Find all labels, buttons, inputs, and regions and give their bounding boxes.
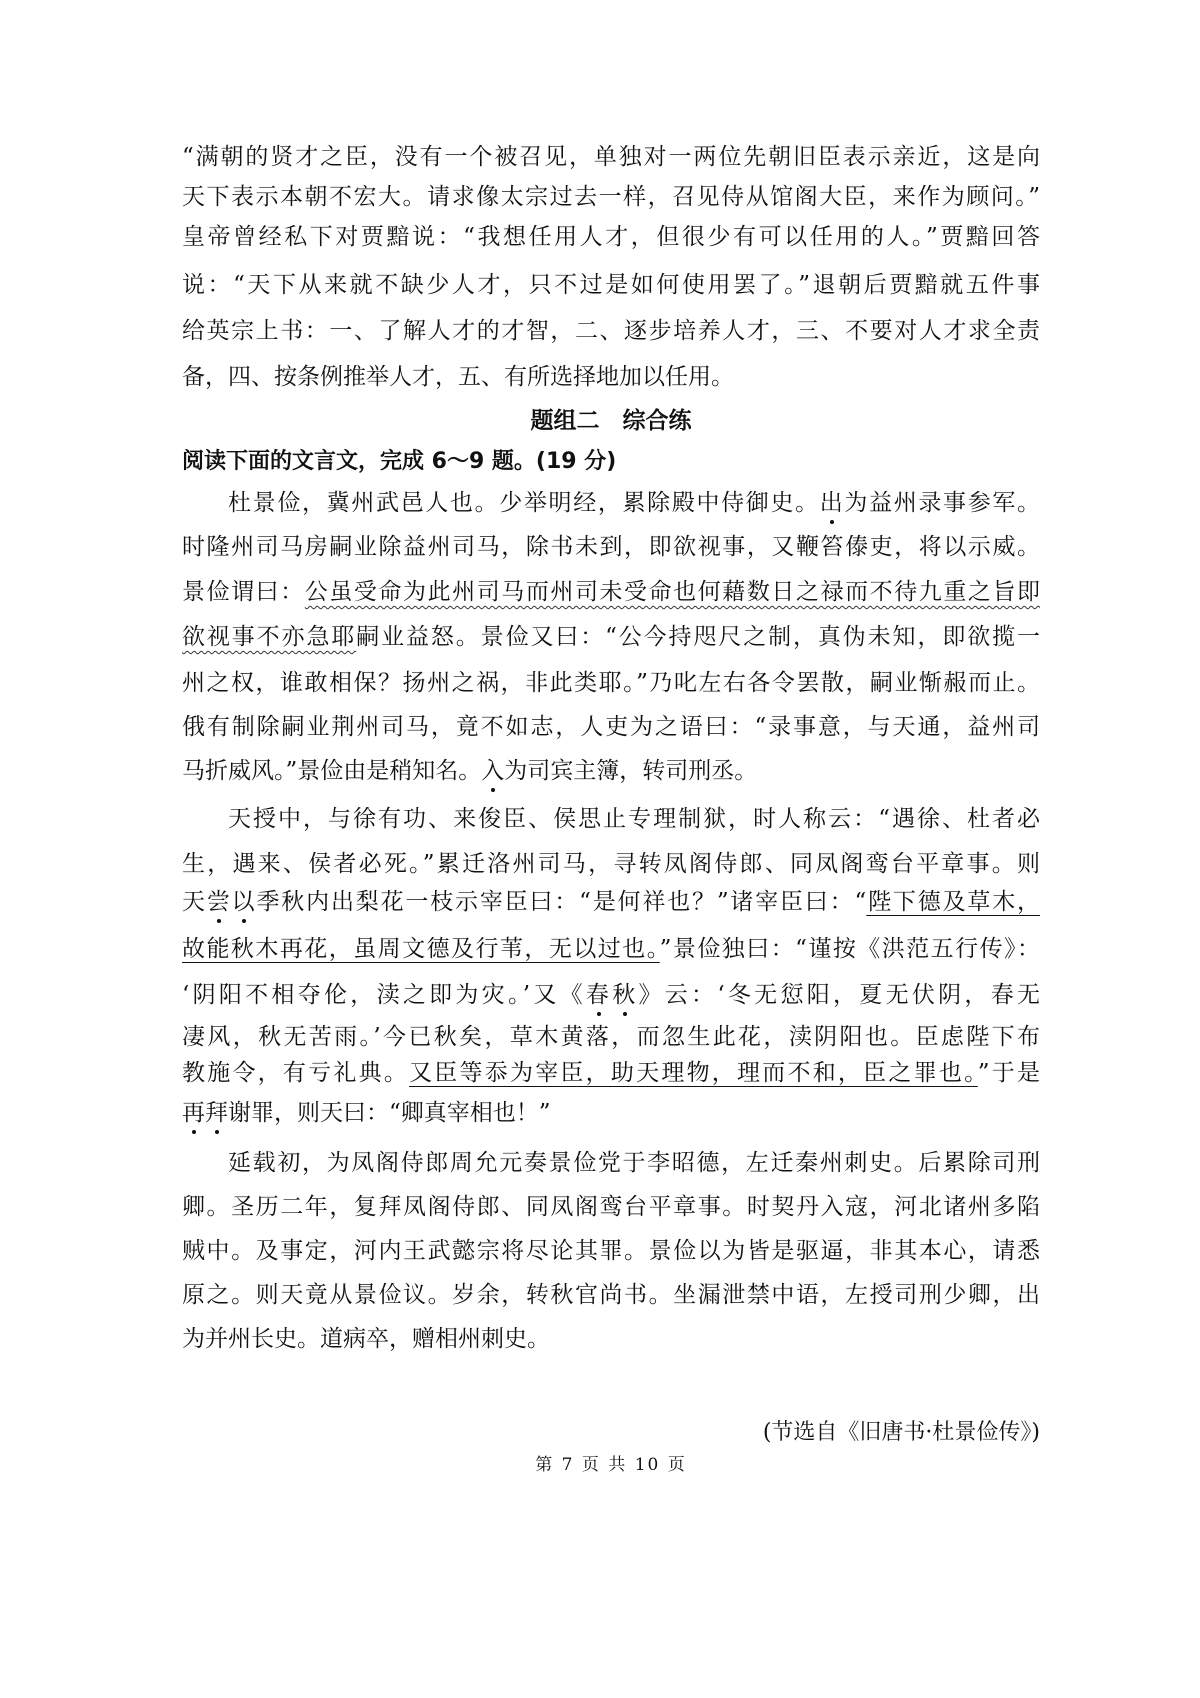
wavy-underlined-text: 公虽受命为此州司马而州司未受命也何藉数日之禄而不待九重之旨即 xyxy=(304,579,1041,605)
prev-passage-line: 给英宗上书：一、了解人才的才智，二、逐步培养人才，三、不要对人才求全责 xyxy=(182,318,1040,344)
underlined-text: 又臣等忝为宰臣，助天理物，理而不和，臣之罪也。 xyxy=(409,1060,978,1086)
p2-line-4: 故能秋木再花，虽周文德及行苇，无以过也。”景俭独曰：“谨按《洪范五行传》： xyxy=(182,936,1040,962)
p2-line-7: 教施令，有亏礼典。又臣等忝为宰臣，助天理物，理而不和，臣之罪也。”于是 xyxy=(182,1060,1041,1086)
p2-line-3: 天尝以季秋内出梨花一枝示宰臣曰：“是何祥也？”诸宰臣曰：“陛下德及草木， xyxy=(182,889,1041,915)
emphasis-dot-char: 尝 xyxy=(206,889,232,915)
source-citation: (节选自《旧唐书·杜景俭传》) xyxy=(762,1420,1040,1445)
prev-passage-line: 皇帝曾经私下对贾黯说：“我想任用人才，但很少有可以任用的人。”贾黯回答 xyxy=(182,224,1040,250)
p1-line-4: 欲视事不亦急耶嗣业益怒。景俭又曰：“公今持咫尺之制，真伪未知，即欲揽一 xyxy=(182,624,1041,650)
p1-line-1: 杜景俭，冀州武邑人也。少举明经，累除殿中侍御史。出为益州录事参军。 xyxy=(228,490,1040,516)
p3-line-3: 贼中。及事定，河内王武懿宗将尽论其罪。景俭以为皆是驱逼，非其本心，请悉 xyxy=(182,1238,1040,1264)
p1-line-6: 俄有制除嗣业荆州司马，竟不如志，人吏为之语曰：“录事意，与天通，益州司 xyxy=(182,714,1040,740)
document-page xyxy=(182,0,1040,1698)
p1-line-7: 马折威风。”景俭由是稍知名。入为司宾主簿，转司刑丞。 xyxy=(182,758,758,784)
p3-line-4: 原之。则天竟从景俭议。岁余，转秋官尚书。坐漏泄禁中语，左授司刑少卿，出 xyxy=(182,1282,1040,1308)
prev-passage-line: “满朝的贤才之臣，没有一个被召见，单独对一两位先朝旧臣表示亲近，这是向 xyxy=(182,144,1040,170)
p2-line-2: 生，遇来、侯者必死。”累迁洛州司马，寻转凤阁侍郎、同凤阁鸾台平章事。则 xyxy=(182,851,1040,877)
question-instruction: 阅读下面的文言文，完成 6～9 题。(19 分) xyxy=(182,449,617,474)
emphasis-dot-char: 拜 xyxy=(205,1100,228,1126)
emphasis-dot-char: 出 xyxy=(819,490,845,516)
emphasis-dot-char: 春 xyxy=(585,982,613,1008)
prev-passage-line: 天下表示本朝不宏大。请求像太宗过去一样，召见侍从馆阁大臣，来作为顾问。” xyxy=(182,184,1040,210)
emphasis-dot-char: 秋 xyxy=(612,982,639,1008)
p3-line-2: 卿。圣历二年，复拜凤阁侍郎、同凤阁鸾台平章事。时契丹入寇，河北诸州多陷 xyxy=(182,1194,1040,1220)
p2-line-8: 再拜谢罪，则天曰：“卿真宰相也！” xyxy=(182,1100,551,1126)
wavy-underlined-text: 欲视事不亦急耶 xyxy=(182,624,357,650)
p1-line-3: 景俭谓曰：公虽受命为此州司马而州司未受命也何藉数日之禄而不待九重之旨即 xyxy=(182,579,1041,605)
underlined-text: 故能秋木再花，虽周文德及行苇，无以过也。 xyxy=(182,936,660,962)
p2-line-1: 天授中，与徐有功、来俊臣、侯思止专理制狱，时人称云：“遇徐、杜者必 xyxy=(228,806,1040,832)
p3-line-5: 为并州长史。道病卒，赠相州刺史。 xyxy=(182,1326,550,1352)
emphasis-dot-char: 以 xyxy=(231,889,257,915)
p1-line-2: 时隆州司马房嗣业除益州司马，除书未到，即欲视事，又鞭笞傣吏，将以示威。 xyxy=(182,534,1040,560)
p2-line-5: ‘阴阳不相夺伦，渎之即为灾。’又《春秋》云：‘冬无愆阳，夏无伏阴，春无 xyxy=(182,982,1040,1008)
p3-line-1: 延载初，为凤阁侍郎周允元奏景俭党于李昭德，左迁秦州刺史。后累除司刑 xyxy=(228,1150,1040,1176)
emphasis-dot-char: 入 xyxy=(481,758,505,784)
p1-line-5: 州之权，谁敢相保？扬州之祸，非此类耶。”乃叱左右各令罢散，嗣业惭赧而止。 xyxy=(182,670,1040,696)
emphasis-dot-char: 再 xyxy=(182,1100,205,1126)
underlined-text: 陛下德及草木， xyxy=(866,889,1041,915)
prev-passage-line: 备，四、按条例推举人才，五、有所选择地加以任用。 xyxy=(182,364,734,390)
page-footer: 第 7 页 共 10 页 xyxy=(535,1455,687,1475)
prev-passage-line: 说：“天下从来就不缺少人才，只不过是如何使用罢了。”退朝后贾黯就五件事 xyxy=(182,272,1040,298)
p2-line-6: 凄风，秋无苦雨。’今已秋矣，草木黄落，而忽生此花，渎阴阳也。臣虑陛下布 xyxy=(182,1024,1040,1050)
section-heading: 题组二 综合练 xyxy=(530,408,692,434)
